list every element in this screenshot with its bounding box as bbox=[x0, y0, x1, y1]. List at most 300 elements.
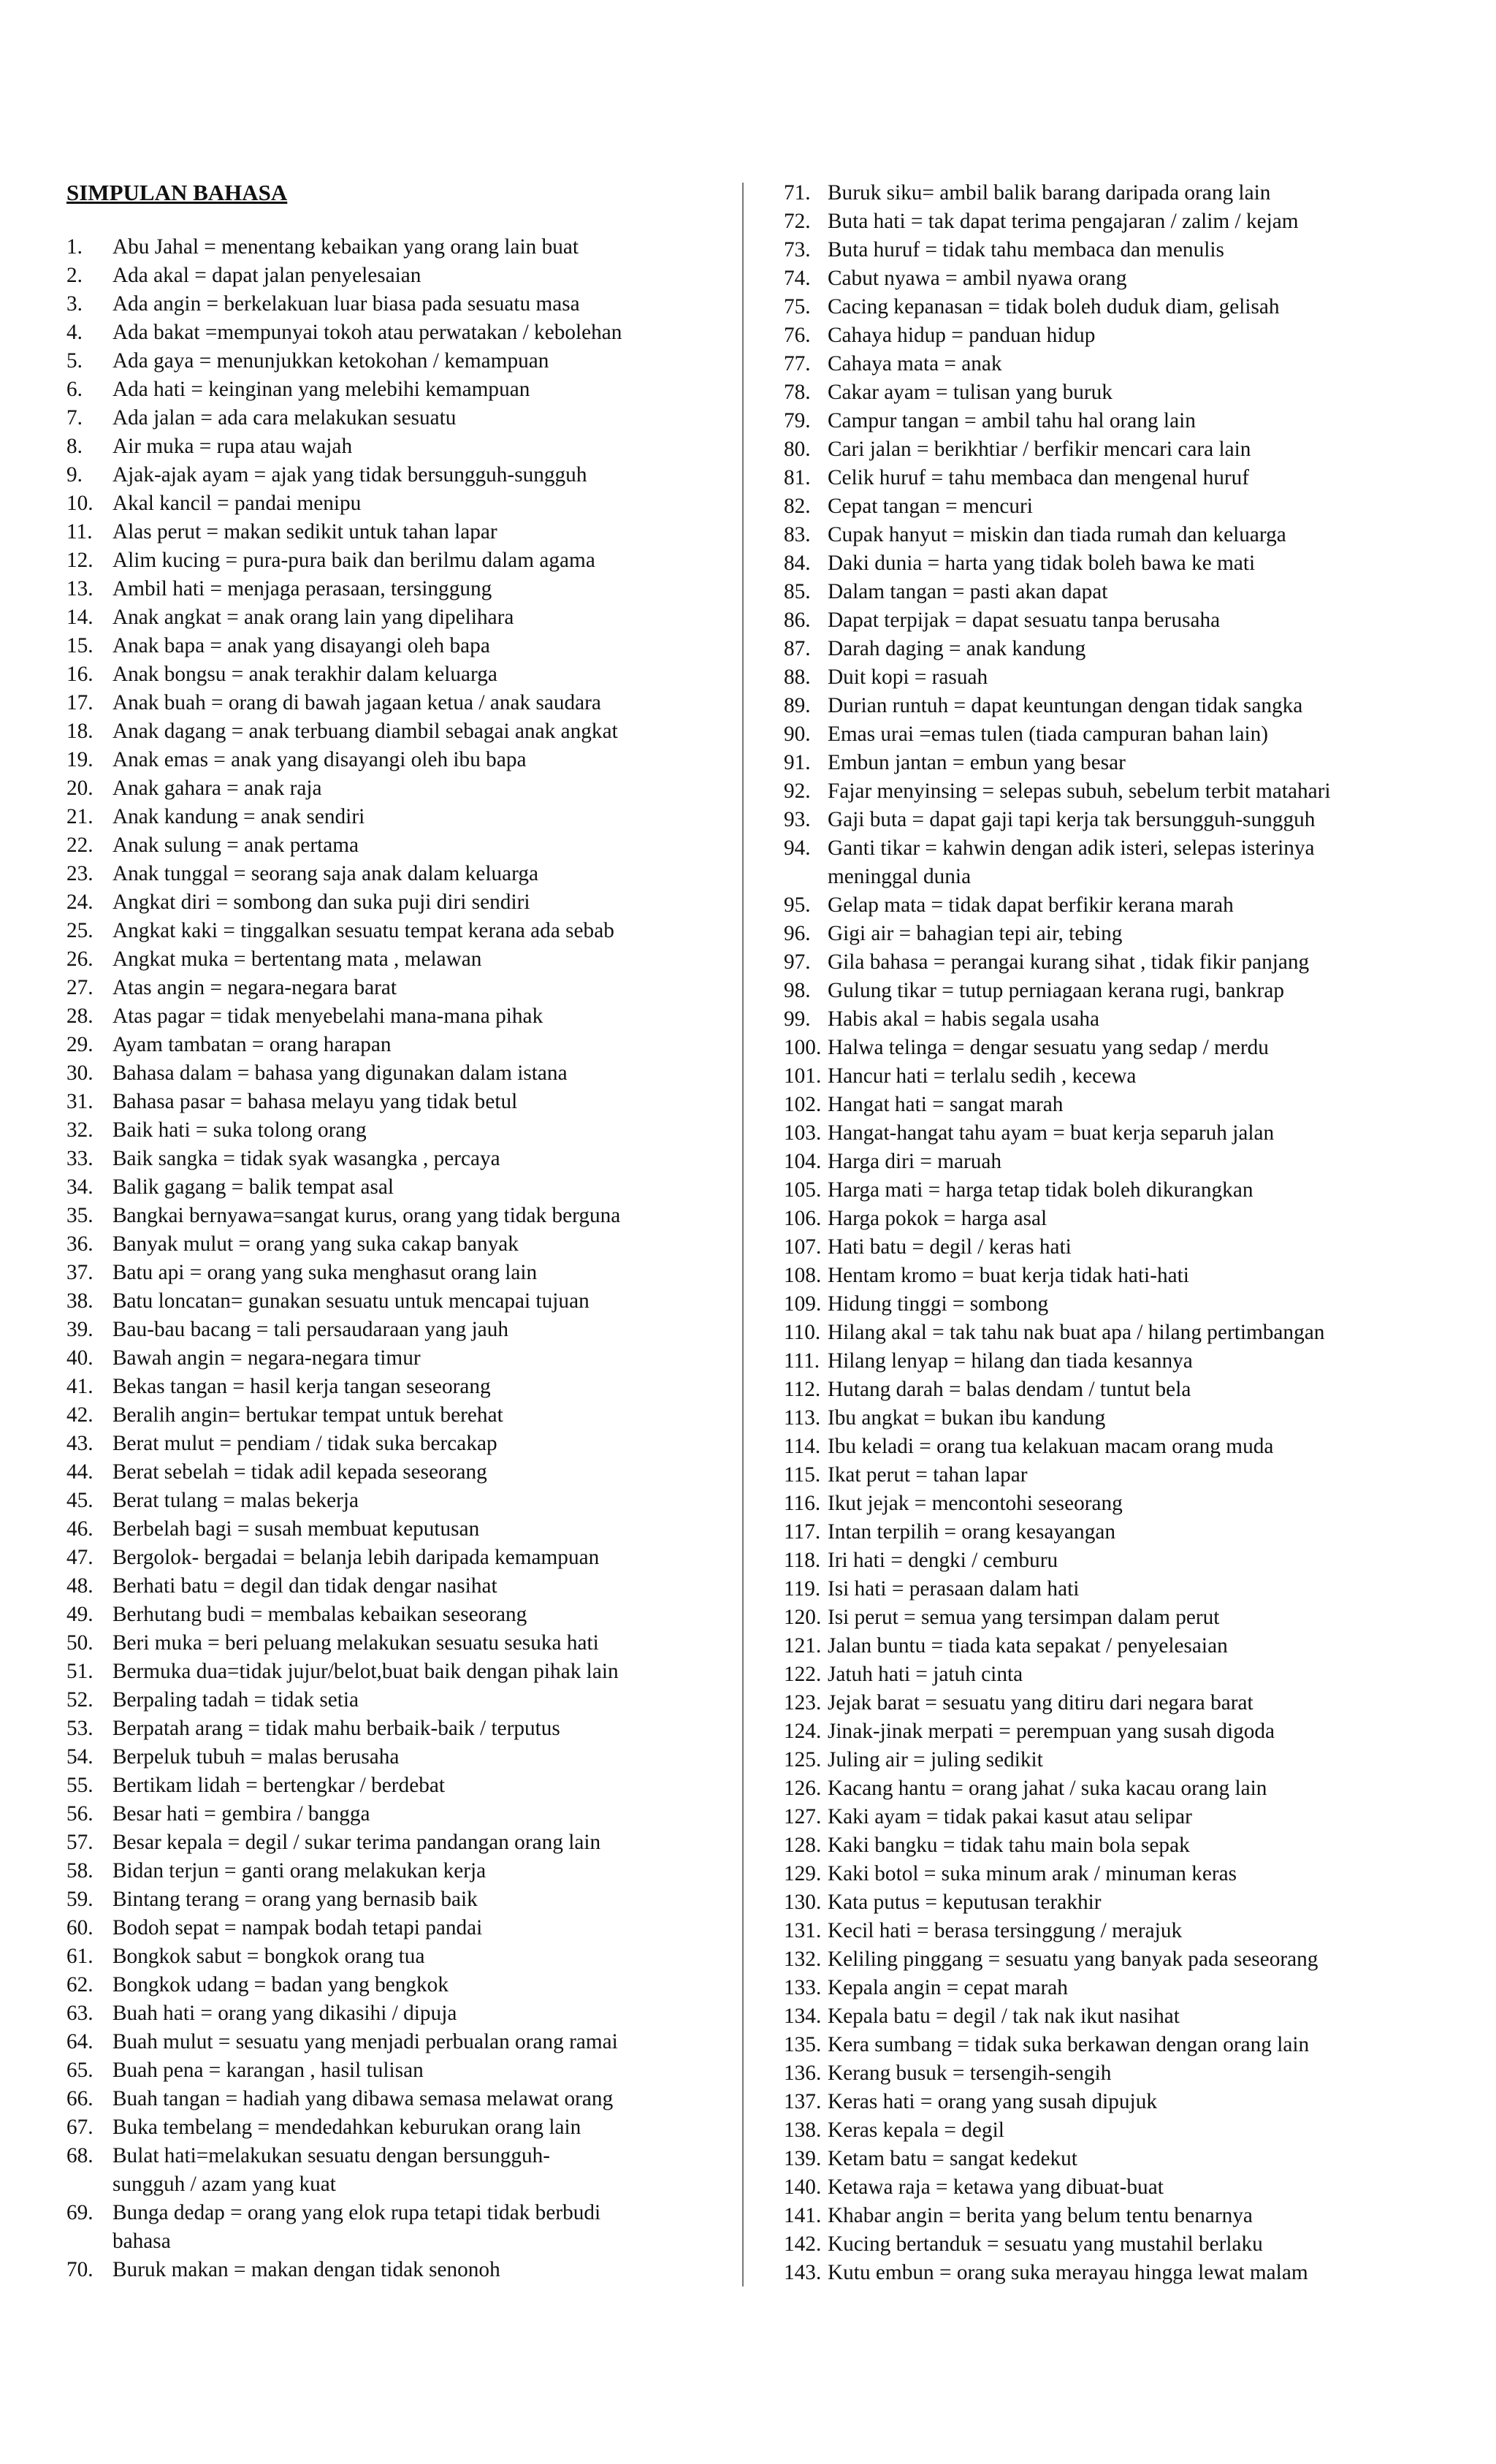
list-item bbox=[784, 2173, 1456, 2202]
item-text: Gaji buta = dapat gaji tapi kerja tak bersungguh-sungguh bbox=[828, 808, 1316, 831]
list-item bbox=[66, 1316, 731, 1344]
item-text: Air muka = rupa atau wajah bbox=[112, 435, 353, 458]
list-item bbox=[66, 1885, 731, 1914]
item-text: Khabar angin = berita yang belum tentu benarnya bbox=[828, 2204, 1253, 2227]
item-number: 7. bbox=[66, 406, 83, 430]
list-item bbox=[66, 2028, 731, 2056]
list-item bbox=[784, 1005, 1456, 1034]
item-text: Buah hati = orang yang dikasihi / dipuja bbox=[112, 2002, 457, 2025]
item-text: Bermuka dua=tidak jujur/belot,buat baik dengan pihak lain bbox=[112, 1660, 619, 1683]
list-item bbox=[66, 432, 731, 461]
item-text: Hangat-hangat tahu ayam = buat kerja separuh jalan bbox=[828, 1121, 1275, 1145]
list-item bbox=[66, 2056, 731, 2085]
list-item bbox=[784, 378, 1456, 407]
item-number: 66. bbox=[66, 2087, 94, 2110]
list-item bbox=[784, 1945, 1456, 1974]
item-text: Akal kancil = pandai menipu bbox=[112, 492, 362, 515]
item-text: Ambil hati = menjaga perasaan, tersinggung bbox=[112, 577, 492, 600]
item-text: Gigi air = bahagian tepi air, tebing bbox=[828, 922, 1123, 945]
list-item bbox=[784, 1062, 1456, 1091]
list-item bbox=[66, 1971, 731, 1999]
list-item bbox=[66, 860, 731, 888]
item-text: Kata putus = keputusan terakhir bbox=[828, 1891, 1102, 1914]
item-text: Bongkok udang = badan yang bengkok bbox=[112, 1973, 449, 1996]
list-item bbox=[66, 404, 731, 432]
item-text: Dapat terpijak = dapat sesuatu tanpa berusaha bbox=[828, 609, 1221, 632]
item-number: 91. bbox=[784, 751, 811, 774]
item-number: 4. bbox=[66, 321, 83, 344]
item-text: Baik hati = suka tolong orang bbox=[112, 1118, 367, 1142]
item-text: Bergolok- bergadai = belanja lebih daripada kemampuan bbox=[112, 1546, 600, 1569]
item-number: 85. bbox=[784, 580, 811, 603]
list-item bbox=[784, 1404, 1456, 1433]
page-title: SIMPULAN BAHASA bbox=[66, 180, 288, 205]
list-item bbox=[66, 546, 731, 575]
list-item bbox=[784, 1575, 1456, 1603]
item-text: Ada akal = dapat jalan penyelesaian bbox=[112, 264, 421, 287]
list-item bbox=[784, 2059, 1456, 2088]
item-text: Berpatah arang = tidak mahu berbaik-baik / terputus bbox=[112, 1717, 560, 1740]
item-number: 123. bbox=[784, 1691, 822, 1714]
item-number: 46. bbox=[66, 1517, 94, 1541]
list-item bbox=[66, 2113, 731, 2142]
list-item bbox=[784, 948, 1456, 977]
item-number: 86. bbox=[784, 609, 811, 632]
item-text: Bekas tangan = hasil kerja tangan seseorang bbox=[112, 1375, 491, 1398]
item-text: Angkat muka = bertentang mata , melawan bbox=[112, 947, 482, 971]
item-text: Cahaya mata = anak bbox=[828, 352, 1002, 375]
item-number: 140. bbox=[784, 2175, 822, 2199]
list-item bbox=[66, 1145, 731, 1173]
item-number: 13. bbox=[66, 577, 94, 600]
item-text: Anak gahara = anak raja bbox=[112, 777, 322, 800]
item-number: 62. bbox=[66, 1973, 94, 1996]
list-item bbox=[784, 1290, 1456, 1319]
item-number: 55. bbox=[66, 1774, 94, 1797]
list-item bbox=[66, 1088, 731, 1116]
list-item bbox=[784, 435, 1456, 464]
item-text: Harga diri = maruah bbox=[828, 1150, 1002, 1173]
list-item bbox=[784, 1546, 1456, 1575]
item-text: Balik gagang = balik tempat asal bbox=[112, 1175, 394, 1199]
item-number: 25. bbox=[66, 919, 94, 942]
item-number: 142. bbox=[784, 2232, 822, 2256]
item-number: 72. bbox=[784, 210, 811, 233]
list-item bbox=[66, 689, 731, 717]
item-text: Cabut nyawa = ambil nyawa orang bbox=[828, 267, 1127, 290]
item-text: Anak tunggal = seorang saja anak dalam keluarga bbox=[112, 862, 538, 885]
item-text: Hilang akal = tak tahu nak buat apa / hilang pertimbangan bbox=[828, 1321, 1325, 1344]
list-item bbox=[784, 1461, 1456, 1490]
item-number: 32. bbox=[66, 1118, 94, 1142]
item-text: Anak bapa = anak yang disayangi oleh bapa bbox=[112, 634, 490, 657]
item-text: Isi hati = perasaan dalam hati bbox=[828, 1577, 1080, 1601]
list-item bbox=[66, 888, 731, 917]
item-number: 51. bbox=[66, 1660, 94, 1683]
list-item bbox=[784, 1347, 1456, 1376]
item-text: Jalan buntu = tiada kata sepakat / penyelesaian bbox=[828, 1634, 1228, 1658]
item-text: Baik sangka = tidak syak wasangka , percaya bbox=[112, 1147, 500, 1170]
item-text: Durian runtuh = dapat keuntungan dengan tidak sangka bbox=[828, 694, 1303, 717]
item-text: Kacang hantu = orang jahat / suka kacau orang lain bbox=[828, 1777, 1267, 1800]
list-item bbox=[66, 575, 731, 603]
item-text: Kera sumbang = tidak suka berkawan dengan orang lain bbox=[828, 2033, 1310, 2056]
item-number: 16. bbox=[66, 663, 94, 686]
list-item bbox=[66, 603, 731, 632]
item-number: 48. bbox=[66, 1574, 94, 1598]
list-item bbox=[66, 1714, 731, 1743]
item-number: 98. bbox=[784, 979, 811, 1002]
item-number: 63. bbox=[66, 2002, 94, 2025]
item-text: Hancur hati = terlalu sedih , kecewa bbox=[828, 1064, 1137, 1088]
item-number: 56. bbox=[66, 1802, 94, 1826]
item-text: Hentam kromo = buat kerja tidak hati-hati bbox=[828, 1264, 1189, 1287]
right-column bbox=[784, 179, 1456, 2287]
item-text: Buta hati = tak dapat terima pengajaran / zalim / kejam bbox=[828, 210, 1299, 233]
item-number: 139. bbox=[784, 2147, 822, 2170]
list-item bbox=[784, 1319, 1456, 1347]
item-number: 34. bbox=[66, 1175, 94, 1199]
item-text: Bidan terjun = ganti orang melakukan kerja bbox=[112, 1859, 486, 1883]
item-number: 87. bbox=[784, 637, 811, 660]
list-item bbox=[784, 692, 1456, 720]
list-item bbox=[66, 1116, 731, 1145]
item-number: 21. bbox=[66, 805, 94, 828]
item-text: Duit kopi = rasuah bbox=[828, 665, 988, 689]
item-text: Daki dunia = harta yang tidak boleh bawa ke mati bbox=[828, 552, 1256, 575]
list-item bbox=[784, 1091, 1456, 1119]
item-text: Buah mulut = sesuatu yang menjadi perbualan orang ramai bbox=[112, 2030, 618, 2053]
item-text: Berat sebelah = tidak adil kepada seseorang bbox=[112, 1460, 487, 1484]
item-number: 47. bbox=[66, 1546, 94, 1569]
item-number: 64. bbox=[66, 2030, 94, 2053]
item-text: Jatuh hati = jatuh cinta bbox=[828, 1663, 1023, 1686]
list-item bbox=[66, 1999, 731, 2028]
list-item bbox=[66, 803, 731, 831]
item-number: 107. bbox=[784, 1235, 822, 1259]
item-number: 35. bbox=[66, 1204, 94, 1227]
item-number: 40. bbox=[66, 1346, 94, 1370]
item-number: 73. bbox=[784, 238, 811, 262]
list-item bbox=[784, 1262, 1456, 1290]
list-item bbox=[784, 1689, 1456, 1717]
list-item bbox=[66, 831, 731, 860]
list-item bbox=[784, 1176, 1456, 1205]
item-text: Hutang darah = balas dendam / tuntut bela bbox=[828, 1378, 1191, 1401]
item-number: 78. bbox=[784, 381, 811, 404]
item-number: 15. bbox=[66, 634, 94, 657]
item-number: 130. bbox=[784, 1891, 822, 1914]
item-number: 84. bbox=[784, 552, 811, 575]
item-number: 132. bbox=[784, 1948, 822, 1971]
item-number: 122. bbox=[784, 1663, 822, 1686]
item-text: Atas pagar = tidak menyebelahi mana-mana pihak bbox=[112, 1004, 543, 1028]
item-number: 121. bbox=[784, 1634, 822, 1658]
list-item bbox=[66, 1800, 731, 1828]
item-text: Ketawa raja = ketawa yang dibuat-buat bbox=[828, 2175, 1164, 2199]
list-item bbox=[784, 1518, 1456, 1546]
list-item bbox=[784, 977, 1456, 1005]
item-text: Keliling pinggang = sesuatu yang banyak pada seseorang bbox=[828, 1948, 1318, 1971]
list-item bbox=[784, 1917, 1456, 1945]
list-item bbox=[66, 1031, 731, 1059]
item-number: 137. bbox=[784, 2090, 822, 2113]
list-item bbox=[66, 774, 731, 803]
list-item bbox=[784, 663, 1456, 692]
item-number: 99. bbox=[784, 1007, 811, 1031]
item-text: Bongkok sabut = bongkok orang tua bbox=[112, 1945, 425, 1968]
item-number: 92. bbox=[784, 779, 811, 803]
list-item bbox=[66, 1601, 731, 1629]
item-number: 57. bbox=[66, 1831, 94, 1854]
list-item bbox=[66, 1002, 731, 1031]
item-number: 112. bbox=[784, 1378, 821, 1401]
item-number: 65. bbox=[66, 2059, 94, 2082]
item-number: 77. bbox=[784, 352, 811, 375]
item-number: 37. bbox=[66, 1261, 94, 1284]
item-number: 14. bbox=[66, 606, 94, 629]
item-number: 101. bbox=[784, 1064, 822, 1088]
item-number: 81. bbox=[784, 466, 811, 489]
item-text: Celik huruf = tahu membaca dan mengenal huruf bbox=[828, 466, 1250, 489]
list-item bbox=[784, 492, 1456, 521]
item-number: 105. bbox=[784, 1178, 822, 1202]
item-text: Bintang terang = orang yang bernasib baik bbox=[112, 1888, 478, 1911]
item-number: 94. bbox=[784, 836, 811, 860]
item-number: 103. bbox=[784, 1121, 822, 1145]
list-item bbox=[66, 2199, 731, 2256]
item-text: Bahasa pasar = bahasa melayu yang tidak betul bbox=[112, 1090, 518, 1113]
item-text: Emas urai =emas tulen (tiada campuran bahan lain) bbox=[828, 722, 1269, 746]
item-number: 41. bbox=[66, 1375, 94, 1398]
list-item bbox=[66, 347, 731, 375]
list-item bbox=[784, 179, 1456, 207]
item-text: Hangat hati = sangat marah bbox=[828, 1093, 1064, 1116]
item-text: Buta huruf = tidak tahu membaca dan menulis bbox=[828, 238, 1224, 262]
list-item bbox=[66, 1373, 731, 1401]
list-item bbox=[66, 1914, 731, 1942]
item-number: 9. bbox=[66, 463, 83, 487]
item-text: Buka tembelang = mendedahkan keburukan orang lain bbox=[112, 2116, 581, 2139]
list-item bbox=[66, 917, 731, 945]
item-text: Halwa telinga = dengar sesuatu yang sedap / merdu bbox=[828, 1036, 1269, 1059]
item-text: Bau-bau bacang = tali persaudaraan yang jauh bbox=[112, 1318, 509, 1341]
item-text: Hidung tinggi = sombong bbox=[828, 1292, 1049, 1316]
item-number: 17. bbox=[66, 691, 94, 714]
list-item bbox=[784, 1660, 1456, 1689]
item-number: 110. bbox=[784, 1321, 821, 1344]
item-number: 67. bbox=[66, 2116, 94, 2139]
list-item bbox=[66, 1059, 731, 1088]
item-number: 27. bbox=[66, 976, 94, 999]
item-number: 28. bbox=[66, 1004, 94, 1028]
list-item bbox=[784, 1717, 1456, 1746]
item-text: Gila bahasa = perangai kurang sihat , tidak fikir panjang bbox=[828, 950, 1310, 974]
list-item bbox=[784, 1490, 1456, 1518]
item-number: 10. bbox=[66, 492, 94, 515]
list-item bbox=[66, 290, 731, 319]
item-number: 88. bbox=[784, 665, 811, 689]
item-text: Keras kepala = degil bbox=[828, 2118, 1004, 2142]
list-item bbox=[66, 1487, 731, 1515]
item-number: 70. bbox=[66, 2258, 94, 2281]
item-text: Alim kucing = pura-pura baik dan berilmu dalam agama bbox=[112, 549, 595, 572]
list-item bbox=[784, 749, 1456, 777]
item-number: 43. bbox=[66, 1432, 94, 1455]
list-item bbox=[784, 207, 1456, 236]
item-number: 79. bbox=[784, 409, 811, 432]
item-number: 1. bbox=[66, 235, 83, 259]
item-number: 44. bbox=[66, 1460, 94, 1484]
item-text: Kutu embun = orang suka merayau hingga lewat malam bbox=[828, 2261, 1308, 2284]
list-item bbox=[784, 1974, 1456, 2002]
list-item bbox=[66, 1344, 731, 1373]
left-column bbox=[66, 233, 731, 2284]
item-text: bahasa bbox=[112, 2230, 171, 2253]
list-item bbox=[66, 1287, 731, 1316]
list-item bbox=[66, 518, 731, 546]
item-text: Berhati batu = degil dan tidak dengar nasihat bbox=[112, 1574, 497, 1598]
list-item bbox=[66, 945, 731, 974]
item-text: Buruk makan = makan dengan tidak senonoh bbox=[112, 2258, 500, 2281]
item-text: Campur tangan = ambil tahu hal orang lain bbox=[828, 409, 1196, 432]
item-number: 60. bbox=[66, 1916, 94, 1939]
list-item bbox=[784, 1831, 1456, 1860]
list-item bbox=[784, 1746, 1456, 1774]
item-text: Ibu keladi = orang tua kelakuan macam orang muda bbox=[828, 1435, 1274, 1458]
item-number: 119. bbox=[784, 1577, 821, 1601]
item-number: 106. bbox=[784, 1207, 822, 1230]
list-item bbox=[784, 1632, 1456, 1660]
item-number: 115. bbox=[784, 1463, 821, 1487]
list-item bbox=[784, 2002, 1456, 2031]
list-item bbox=[66, 1430, 731, 1458]
list-item bbox=[66, 1401, 731, 1430]
item-number: 54. bbox=[66, 1745, 94, 1769]
list-item bbox=[784, 2031, 1456, 2059]
item-number: 104. bbox=[784, 1150, 822, 1173]
list-item bbox=[66, 1942, 731, 1971]
list-item bbox=[784, 464, 1456, 492]
list-item bbox=[66, 2085, 731, 2113]
list-item bbox=[66, 660, 731, 689]
list-item bbox=[66, 2142, 731, 2199]
item-number: 124. bbox=[784, 1720, 822, 1743]
item-text: Bertikam lidah = bertengkar / berdebat bbox=[112, 1774, 445, 1797]
item-text: Kepala angin = cepat marah bbox=[828, 1976, 1068, 1999]
item-number: 138. bbox=[784, 2118, 822, 2142]
list-item bbox=[66, 319, 731, 347]
item-text: Banyak mulut = orang yang suka cakap banyak bbox=[112, 1232, 519, 1256]
list-item bbox=[784, 236, 1456, 264]
list-item bbox=[784, 350, 1456, 378]
item-number: 58. bbox=[66, 1859, 94, 1883]
item-text: Dalam tangan = pasti akan dapat bbox=[828, 580, 1108, 603]
list-item bbox=[784, 891, 1456, 920]
item-text: Batu api = orang yang suka menghasut orang lain bbox=[112, 1261, 538, 1284]
item-text: Besar kepala = degil / sukar terima pandangan orang lain bbox=[112, 1831, 601, 1854]
item-number: 100. bbox=[784, 1036, 822, 1059]
item-text: Bangkai bernyawa=sangat kurus, orang yang tidak berguna bbox=[112, 1204, 621, 1227]
list-item bbox=[66, 262, 731, 290]
item-text: Ketam batu = sangat kedekut bbox=[828, 2147, 1077, 2170]
item-text: Buruk siku= ambil balik barang daripada orang lain bbox=[828, 181, 1271, 205]
item-text: Ikut jejak = mencontohi seseorang bbox=[828, 1492, 1123, 1515]
item-number: 95. bbox=[784, 893, 811, 917]
item-text: Bulat hati=melakukan sesuatu dengan bersungguh- bbox=[112, 2144, 551, 2167]
item-number: 22. bbox=[66, 834, 94, 857]
item-text: Buah tangan = hadiah yang dibawa semasa melawat orang bbox=[112, 2087, 614, 2110]
item-text: Embun jantan = embun yang besar bbox=[828, 751, 1126, 774]
item-text: Kerang busuk = tersengih-sengih bbox=[828, 2061, 1112, 2085]
item-text: Beralih angin= bertukar tempat untuk berehat bbox=[112, 1403, 503, 1427]
item-text: Anak sulung = anak pertama bbox=[112, 834, 359, 857]
item-text: Cahaya hidup = panduan hidup bbox=[828, 324, 1096, 347]
list-item bbox=[66, 1230, 731, 1259]
list-item bbox=[66, 1202, 731, 1230]
item-text: Keras hati = orang yang susah dipujuk bbox=[828, 2090, 1157, 2113]
list-item bbox=[66, 1686, 731, 1714]
item-number: 68. bbox=[66, 2144, 94, 2167]
list-item bbox=[784, 1034, 1456, 1062]
list-item bbox=[66, 1259, 731, 1287]
list-item bbox=[66, 1572, 731, 1601]
item-text: Berbelah bagi = susah membuat keputusan bbox=[112, 1517, 480, 1541]
item-number: 126. bbox=[784, 1777, 822, 1800]
item-number: 23. bbox=[66, 862, 94, 885]
list-item bbox=[66, 1173, 731, 1202]
item-number: 82. bbox=[784, 495, 811, 518]
item-text: Juling air = juling sedikit bbox=[828, 1748, 1043, 1771]
list-item bbox=[784, 1803, 1456, 1831]
list-item bbox=[784, 1148, 1456, 1176]
item-text: Cari jalan = berikhtiar / berfikir mencari cara lain bbox=[828, 438, 1251, 461]
list-item bbox=[66, 1458, 731, 1487]
list-item bbox=[784, 777, 1456, 806]
list-item bbox=[66, 1658, 731, 1686]
list-item bbox=[784, 1603, 1456, 1632]
item-text: Hilang lenyap = hilang dan tiada kesannya bbox=[828, 1349, 1193, 1373]
item-number: 133. bbox=[784, 1976, 822, 1999]
item-number: 20. bbox=[66, 777, 94, 800]
item-text: Iri hati = dengki / cemburu bbox=[828, 1549, 1058, 1572]
item-text: Angkat kaki = tinggalkan sesuatu tempat kerana ada sebab bbox=[112, 919, 614, 942]
item-number: 80. bbox=[784, 438, 811, 461]
item-text: Batu loncatan= gunakan sesuatu untuk mencapai tujuan bbox=[112, 1289, 589, 1313]
item-text: Ganti tikar = kahwin dengan adik isteri, selepas isterinya bbox=[828, 836, 1315, 860]
list-item bbox=[66, 375, 731, 404]
item-number: 49. bbox=[66, 1603, 94, 1626]
item-number: 120. bbox=[784, 1606, 822, 1629]
list-item bbox=[66, 1857, 731, 1885]
item-text: Jinak-jinak merpati = perempuan yang susah digoda bbox=[828, 1720, 1275, 1743]
item-number: 117. bbox=[784, 1520, 821, 1544]
item-number: 97. bbox=[784, 950, 811, 974]
item-number: 76. bbox=[784, 324, 811, 347]
item-text: Kecil hati = berasa tersinggung / merajuk bbox=[828, 1919, 1183, 1942]
item-text: Buah pena = karangan , hasil tulisan bbox=[112, 2059, 424, 2082]
list-item bbox=[66, 1771, 731, 1800]
item-number: 143. bbox=[784, 2261, 822, 2284]
item-number: 19. bbox=[66, 748, 94, 771]
list-item bbox=[784, 407, 1456, 435]
item-text: Berat tulang = malas bekerja bbox=[112, 1489, 359, 1512]
item-text: Ikat perut = tahan lapar bbox=[828, 1463, 1028, 1487]
item-number: 31. bbox=[66, 1090, 94, 1113]
item-text: Intan terpilih = orang kesayangan bbox=[828, 1520, 1115, 1544]
item-number: 116. bbox=[784, 1492, 821, 1515]
list-item bbox=[784, 2230, 1456, 2259]
